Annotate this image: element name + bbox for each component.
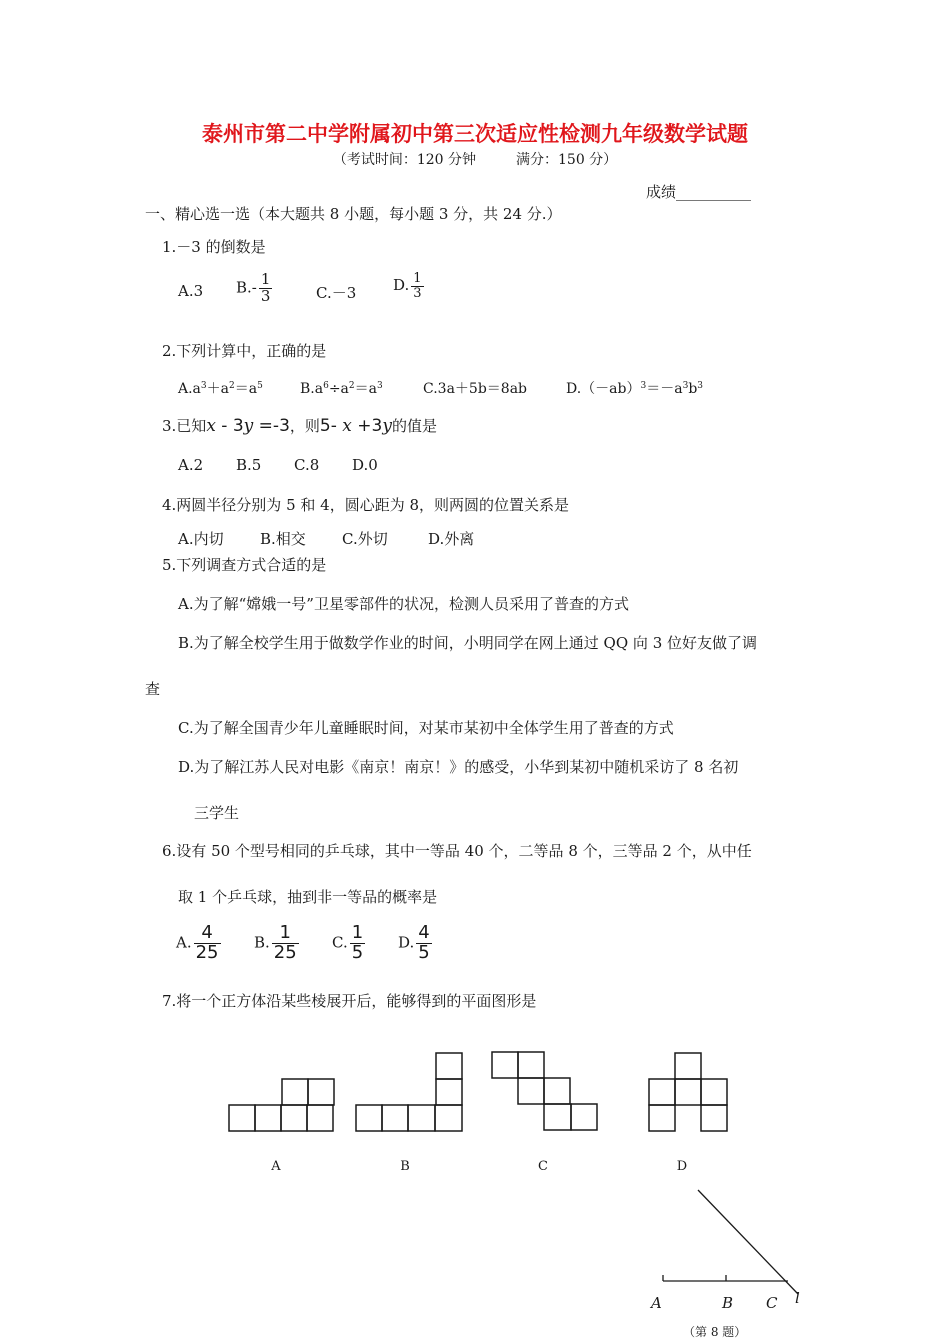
q6-stem: 6.设有 50 个型号相同的乒乓球，其中一等品 40 个，二等品 8 个，三等品 2 个，从中任 bbox=[162, 842, 752, 860]
q5-option-b: B.为了解全校学生用于做数学作业的时间，小明同学在网上通过 QQ 向 3 位好友做了调 bbox=[178, 634, 758, 652]
q6-option-c: C. $\frac{1}{5}$ bbox=[332, 922, 364, 963]
exam-info bbox=[0, 149, 950, 169]
q6-stem-cont: 取 1 个乒乓球，抽到非一等品的概率是 bbox=[178, 888, 438, 906]
q4-option-b: B.相交 bbox=[260, 530, 306, 548]
net-d-label: D bbox=[676, 1159, 688, 1174]
q2-option-c: C.3a＋5b＝8ab bbox=[423, 381, 528, 397]
q1-d-fraction: $\frac{1}{3}$ bbox=[413, 271, 422, 301]
q1-stem: 1.－3 的倒数是 bbox=[162, 238, 266, 256]
q1-option-c: C.－3 bbox=[316, 284, 357, 302]
q3-option-d: D.0 bbox=[352, 456, 378, 474]
q5-option-c: C.为了解全国青少年儿童睡眠时间，对某市某初中全体学生用了普查的方式 bbox=[178, 719, 674, 737]
q6-c-fraction: $\frac{1}{5}$ bbox=[351, 922, 364, 963]
point-b-label: B bbox=[722, 1294, 734, 1312]
line-l-label: l bbox=[795, 1289, 800, 1307]
net-c bbox=[492, 1052, 597, 1130]
q5-option-d: D.为了解江苏人民对电影《南京！南京！》的感受，小华到某初中随机采访了 8 名初 bbox=[178, 758, 739, 776]
q1-option-a: A.3 bbox=[178, 282, 204, 300]
q6-d-fraction: $\frac{4}{5}$ bbox=[418, 922, 430, 963]
q5-option-b-cont: 查 bbox=[145, 680, 161, 698]
q3-option-c: C.8 bbox=[294, 456, 320, 474]
q3-option-a: A.2 bbox=[178, 456, 204, 474]
q4-stem: 4.两圆半径分别为 5 和 4，圆心距为 8，则两圆的位置关系是 bbox=[162, 496, 570, 514]
q6-option-a: A. $\frac{4}{25}$ bbox=[176, 922, 219, 963]
q7-cube-nets bbox=[0, 1040, 950, 1180]
q6-a-fraction: $\frac{4}{25}$ bbox=[195, 922, 219, 963]
q6-option-d: D. $\frac{4}{5}$ bbox=[398, 922, 430, 963]
q7-stem: 7.将一个正方体沿某些棱展开后，能够得到的平面图形是 bbox=[162, 992, 537, 1010]
line-l bbox=[698, 1190, 798, 1294]
q1-b-fraction: $\frac{1}{3}$ bbox=[260, 270, 271, 305]
exam-title: 泰州市第二中学附属初中第三次适应性检测九年级数学试题 bbox=[202, 121, 748, 146]
q4-option-c: C.外切 bbox=[342, 530, 388, 548]
net-d bbox=[649, 1053, 727, 1131]
score-field[interactable]: 成绩__________ bbox=[646, 183, 752, 201]
q5-stem: 5.下列调查方式合适的是 bbox=[162, 556, 327, 574]
point-c-label: C bbox=[766, 1294, 778, 1312]
q8-figure bbox=[640, 1180, 820, 1344]
q2-option-a: $A.a^3+a^2=a^5$ bbox=[178, 381, 263, 397]
section-1-heading: 一、精心选一选（本大题共 8 小题，每小题 3 分，共 24 分.） bbox=[145, 205, 562, 223]
net-b-label: B bbox=[400, 1159, 410, 1174]
net-a bbox=[229, 1079, 334, 1131]
q3-option-b: B.5 bbox=[236, 456, 262, 474]
q6-option-b: B. $\frac{1}{25}$ bbox=[254, 922, 297, 963]
net-a-label: A bbox=[271, 1159, 281, 1174]
q3-expression: 5- x +3y bbox=[319, 416, 392, 436]
q3-condition: x - 3y =-3 bbox=[206, 416, 290, 436]
point-a-label: A bbox=[651, 1294, 662, 1312]
net-c-label: C bbox=[538, 1159, 548, 1174]
net-b bbox=[356, 1053, 462, 1131]
q5-option-d-cont: 三学生 bbox=[194, 804, 240, 822]
q2-stem: 2.下列计算中，正确的是 bbox=[162, 342, 327, 360]
q6-b-fraction: $\frac{1}{25}$ bbox=[273, 922, 297, 963]
q5-option-a: A.为了解“嫦娥一号”卫星零部件的状况，检测人员采用了普查的方式 bbox=[178, 595, 629, 613]
q1-option-b: B.- $\frac{1}{3}$ bbox=[236, 270, 271, 305]
q4-option-d: D.外离 bbox=[428, 530, 475, 548]
q2-option-d: $D.(-ab)^3=-a^3b^3$ bbox=[566, 381, 704, 397]
q8-caption: （第 8 题） bbox=[683, 1325, 747, 1339]
q4-option-a: A.内切 bbox=[178, 530, 224, 548]
full-score: 满分：150 分） bbox=[516, 152, 618, 168]
q1-option-d: D. $\frac{1}{3}$ bbox=[393, 271, 422, 301]
q2-option-b: $B.a^6\div a^2=a^3$ bbox=[300, 381, 383, 397]
q3-stem: 3.已知x - 3y =-3，则5- x +3y的值是 bbox=[162, 416, 437, 436]
exam-time: （考试时间：120 分钟 bbox=[332, 152, 476, 168]
